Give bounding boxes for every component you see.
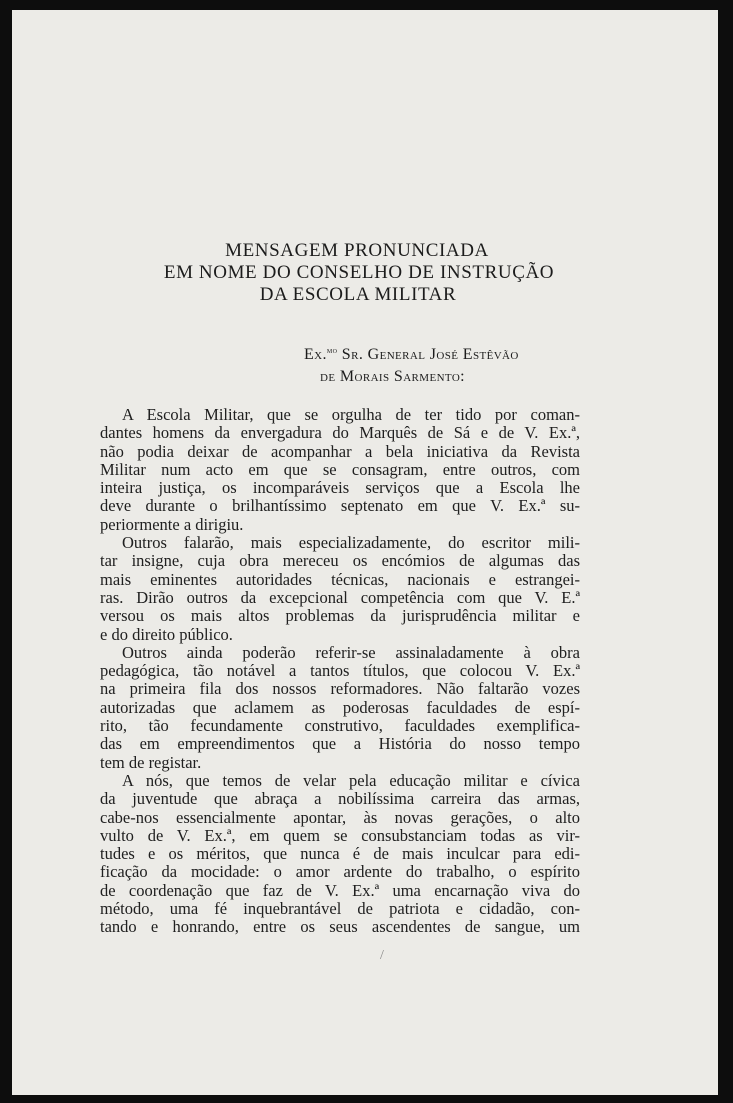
page-title xyxy=(12,240,718,306)
text-line: inteira justiça, os incomparáveis serviços que a Escola lhe xyxy=(100,478,580,498)
salutation-name-1: Sr. General José Estêvão xyxy=(337,346,519,363)
text-line: Outros falarão, mais especializadamente, do escritor mili- xyxy=(122,533,580,553)
text-line: deve durante o brilhantíssimo septenato em que V. Ex.ª su- xyxy=(100,496,580,516)
text-line: rito, tão fecundamente construtivo, faculdades exemplifica- xyxy=(100,716,580,736)
text-line: das em empreendimentos que a História do nosso tempo xyxy=(100,734,580,754)
text-line: tudes e os méritos, que nunca é de mais inculcar para edi- xyxy=(100,844,580,864)
text-line: não podia deixar de acompanhar a bela iniciativa da Revista xyxy=(100,441,580,461)
salutation-line-2: de Morais Sarmento: xyxy=(320,368,466,385)
text-line: tar insigne, cuja obra mereceu os encómios de algumas das xyxy=(100,551,580,571)
title-line-1: MENSAGEM PRONUNCIADA xyxy=(225,240,489,261)
salutation-ex: Ex. xyxy=(304,346,327,363)
text-line: de coordenação que faz de V. Ex.ª uma encarnação viva do xyxy=(100,880,580,900)
text-line: vulto de V. Ex.ª, em quem se consubstanciam todas as vir- xyxy=(100,825,580,845)
text-line: ras. Dirão outros da excepcional competência com que V. E.ª xyxy=(100,587,580,607)
paragraph xyxy=(100,406,580,534)
text-line: ficação da mocidade: o amor ardente do trabalho, o espírito xyxy=(100,862,580,882)
title-line-2: EM NOME DO CONSELHO DE INSTRUÇÃO xyxy=(163,262,555,283)
text-line: tem de registar. xyxy=(100,752,202,772)
text-line: cabe-nos essencialmente apontar, às novas gerações, o alto xyxy=(100,807,580,827)
paragraph xyxy=(100,534,580,644)
salutation-ex-sup: mo xyxy=(326,345,338,355)
salutation-line-1 xyxy=(304,344,519,366)
title-line-3: DA ESCOLA MILITAR xyxy=(259,284,457,305)
text-line: e do direito público. xyxy=(100,624,233,644)
text-line: dantes homens da envergadura do Marquês de Sá e de V. Ex.ª, xyxy=(100,423,580,443)
text-line: Militar num acto em que se consagram, entre outros, com xyxy=(100,459,580,479)
text-line: Outros ainda poderão referir-se assinaladamente à obra xyxy=(122,642,580,662)
text-line: na primeira fila dos nossos reformadores. Não faltarão vozes xyxy=(100,679,580,699)
paragraph xyxy=(100,772,580,937)
paragraph xyxy=(100,644,580,772)
text-line: versou os mais altos problemas da jurisprudência militar e xyxy=(100,606,580,626)
document-page xyxy=(12,10,718,1095)
text-line: A Escola Militar, que se orgulha de ter tido por coman- xyxy=(122,405,580,424)
text-line: tando e honrando, entre os seus ascendentes de sangue, um xyxy=(100,917,580,937)
text-line: método, uma fé inquebrantável de patriota e cidadão, con- xyxy=(100,899,580,919)
text-line: periormente a dirigiu. xyxy=(100,514,244,534)
salutation xyxy=(304,344,519,388)
text-line: A nós, que temos de velar pela educação militar e cívica xyxy=(122,770,580,790)
stray-mark-icon: / xyxy=(380,948,384,963)
text-line: autorizadas que aclamem as poderosas faculdades de espí- xyxy=(100,697,580,717)
text-line: pedagógica, tão notável a tantos títulos, que colocou V. Ex.ª xyxy=(100,661,580,681)
text-line: mais eminentes autoridades técnicas, nacionais e estrangei- xyxy=(100,569,580,589)
body-text xyxy=(100,406,580,937)
text-line: da juventude que abraça a nobilíssima carreira das armas, xyxy=(100,789,580,809)
